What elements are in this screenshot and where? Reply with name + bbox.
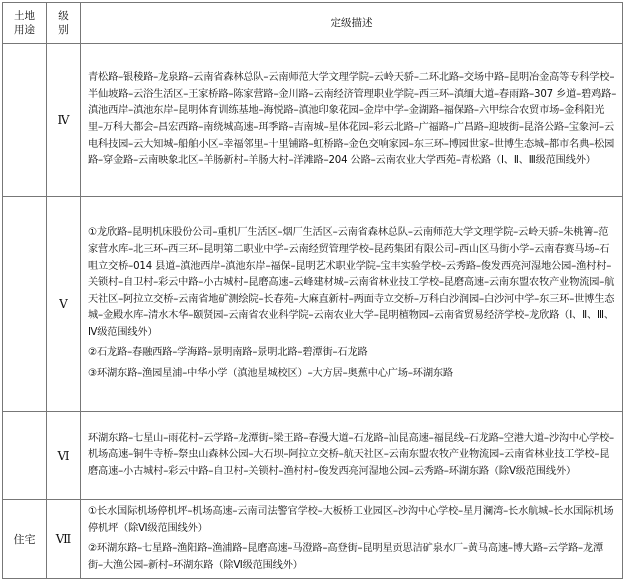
description-paragraph: ①龙欣路–昆明机床股份公司–重机厂生活区–烟厂生活区–云南省森林总队–云南师范大学文理学院–云岭天骄–朱桃箐–范家营水库–北三环–西三环–昆明第二职业中学–云南经贸管理学校–昆药集团有限公司–西山区马街小学–云南春赛马场–石咀立交桥–014 县道–滇池西岸–滇池东岸–福保–昆明艺术职业学院–宝丰实验学校–云秀路–俊发西亮河湿地公园–渔村村–关锁村–自卫村–彩云中路–小古城村–昆磨高速–云峰建材城–云南省林业技工学校–昆磨高速–云南东盟农牧产业物流园–航天社区–阿拉立交桥–云南省地矿测绘院–长春苑–大麻直新村–两面寺立交桥–万科白沙润园–白沙河中学–东三环–世博生态城–金殿水库–清水木华–颐贤园–云南省农业科学院–云南农业大学–昆明植物园–云南省贸易经济学校–龙欣路（Ⅰ、Ⅱ、Ⅲ、Ⅳ级范围线外） [88,227,615,338]
table-row-level-7 [3,500,623,579]
table-row-level-6 [3,412,623,500]
level-cell: Ⅵ [47,412,81,500]
description-paragraph: ③环湖东路–渔园星浦–中华小学（滇池星城校区）–大方居–奥蕉中心广场–环湖东路 [88,368,453,380]
land-use-cell [3,44,47,197]
table-row-level-5 [3,197,623,412]
level-cell: Ⅶ [47,500,81,579]
land-use-cell-residential: 住宅 [3,500,47,579]
land-grading-table [2,2,623,579]
header-land-use: 土地 用途 [3,3,47,44]
table-row-level-4 [3,44,623,197]
description-paragraph: ②环湖东路–七星路–渔阳路–渔浦路–昆磨高速–马澄路–高登街–昆明星贡思洁矿泉水厂–黄马高速–博大路–云学路–龙潭街–大渔公园–新村–环湖东路（除Ⅵ级范围线外） [88,543,604,571]
land-use-cell [3,197,47,412]
grading-table-container [2,2,623,571]
header-level: 级 别 [47,3,81,44]
table-header-row [3,3,623,44]
description-cell [81,500,623,579]
description-cell [81,197,623,412]
description-paragraph: ②石龙路–春融西路–学海路–景明南路–景明北路–碧潭街–石龙路 [88,347,368,359]
level-cell: Ⅴ [47,197,81,412]
header-description: 定级描述 [81,3,623,44]
level-cell: Ⅳ [47,44,81,197]
description-paragraph: ①长水国际机场停机坪–机场高速–云南司法警官学校–大板桥工业园区–沙沟中心学校–星月澜湾–长水航城–长水国际机场停机坪（除Ⅵ级范围线外） [88,506,614,534]
description-cell [81,44,623,197]
description-paragraph: 青松路–银稜路–龙泉路–云南省森林总队–云南师范大学文理学院–云岭天骄–二环北路–交场中路–昆明冶金高等专科学校–半仙坡路–云浴生活区–王家桥路–陈家营路–金川路–云南经济管理职业学院–西三环–滇缅大道–春雨路–307 乡道–碧鸡路–滇池西岸–滇池东岸–昆明体育训练基地–海悦路–滇池印象花园–金岸中学–金湖路–福保路–六甲综合农贸市场–金科阳光里–万科大都会–昌宏西路–南绕城高速–珥季路–吉南城–星体花园–彩云北路–广福路–广昌路–迎坡街–昆洛公路–宝象河–云电科技园–云大知城–船舶小区–幸福邻里–十里铺路–虹桥路–金色交响家园–东三环–博园世家–世博生态城–都市名典–松园路–穿金路–云南映象北区–羊肠新村–羊肠大村–洋滩路–204 公路–云南农业大学西苑–青松路（Ⅰ、Ⅱ、Ⅲ级范围线外） [88,72,617,167]
description-cell [81,412,623,500]
description-paragraph: 环湖东路–七星山–雨花村–云学路–龙潭街–梁王路–春漫大道–石龙路–汕昆高速–福昆线–石龙路–空港大道–沙沟中心学校–机场高速–铜牛寺桥–祭虫山森林公园–大石坝–阿拉立交桥–航天社区–云南东盟农牧产业物流园–云南省林业技工学校–昆磨高速–小古城村–彩云中路–自卫村–关锁村–渔村村–俊发西亮河湿地公园–云秀路–环湖东路（除Ⅴ级范围线外） [88,432,614,477]
land-use-cell [3,412,47,500]
